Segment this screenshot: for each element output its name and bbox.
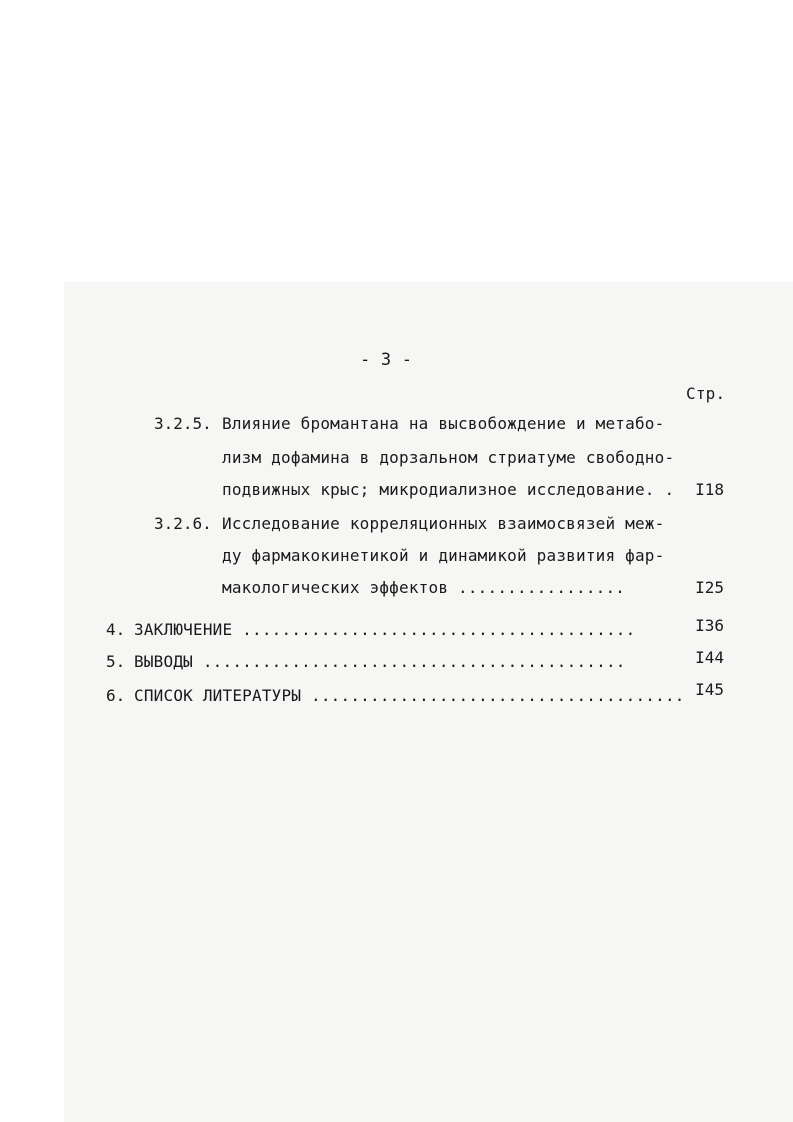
toc-entry-page: I45 [695, 680, 724, 699]
toc-entry-page: I44 [695, 648, 724, 667]
toc-entry-text: ЗАКЛЮЧЕНИЕ ........................................ [134, 620, 636, 639]
toc-entry-number: 5. [106, 652, 126, 671]
toc-entry-text: макологических эффектов ................. [222, 578, 626, 597]
toc-entry-number: 3.2.6. [154, 514, 212, 533]
toc-entry-text: Исследование корреляционных взаимосвязей меж- [222, 514, 665, 533]
toc-entry-number: 3.2.5. [154, 414, 212, 433]
toc-entry-text: подвижных крыс; микродиализное исследование. . [222, 480, 675, 499]
toc-entry-page: I25 [695, 578, 724, 597]
page-column-label: Стр. [686, 384, 726, 403]
toc-entry-text: ВЫВОДЫ ........................................... [134, 652, 626, 671]
toc-entry-text: СПИСОК ЛИТЕРАТУРЫ ...................................... [134, 686, 685, 705]
toc-entry-text: лизм дофамина в дорзальном стриатуме свободно- [222, 448, 675, 467]
page-number: - 3 - [360, 350, 413, 370]
toc-entry-page: I18 [695, 480, 724, 499]
toc-entry-number: 4. [106, 620, 126, 639]
toc-entry-number: 6. [106, 686, 126, 705]
toc-entry-text: ду фармакокинетикой и динамикой развития фар- [222, 546, 665, 565]
toc-entry-page: I36 [695, 616, 724, 635]
toc-entry-text: Влияние бромантана на высвобождение и метабо- [222, 414, 665, 433]
